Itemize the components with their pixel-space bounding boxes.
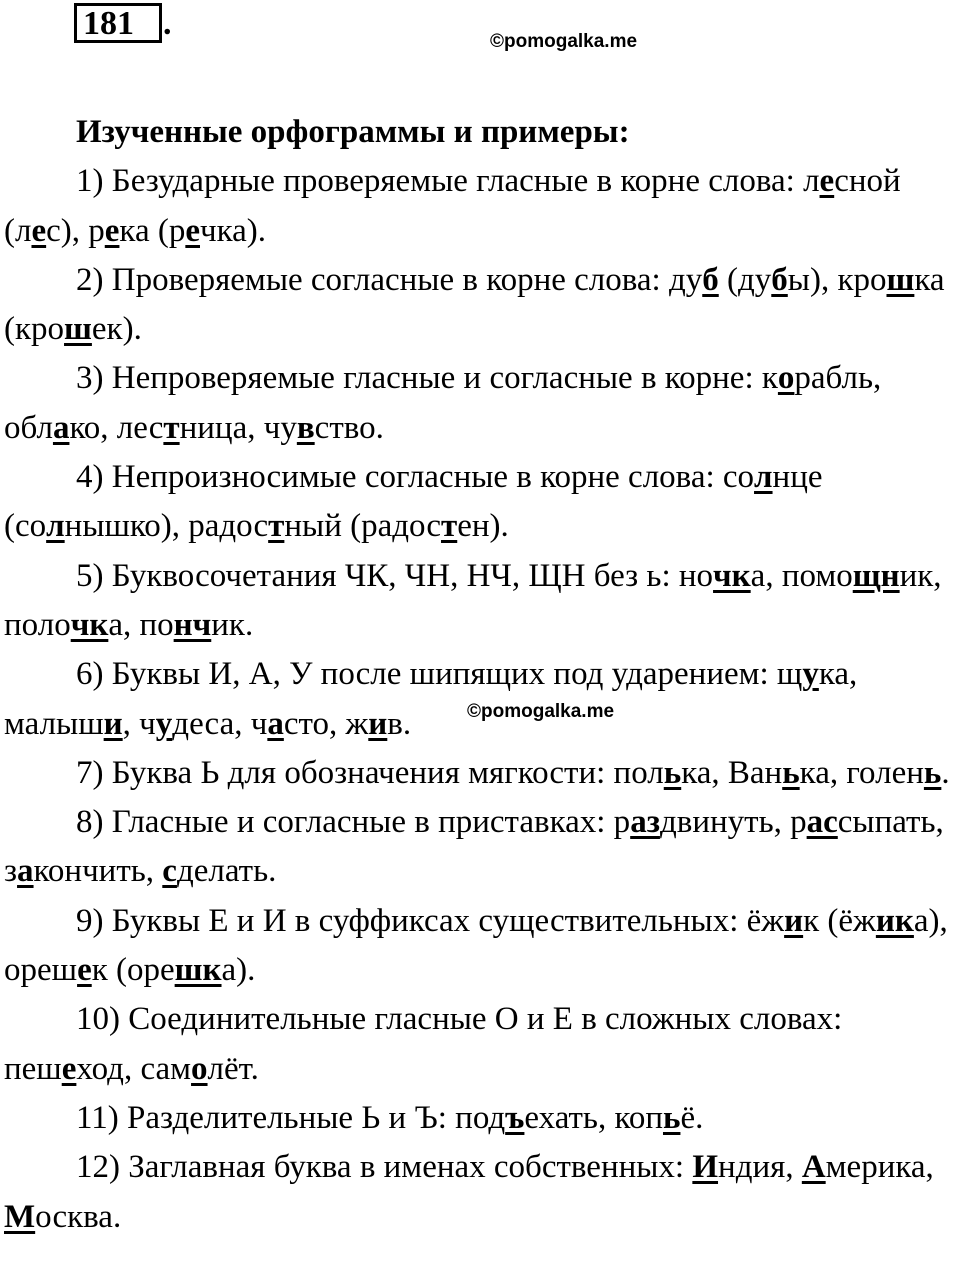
highlighted-orthogram: аз bbox=[630, 804, 660, 841]
rule-item bbox=[4, 1094, 958, 1143]
rule-text: ка, малыш bbox=[4, 656, 858, 742]
rule-item bbox=[4, 453, 958, 552]
highlighted-orthogram: М bbox=[4, 1198, 36, 1235]
rule-item bbox=[4, 650, 958, 749]
rule-text: ка, голен bbox=[799, 754, 924, 791]
highlighted-orthogram: е bbox=[819, 163, 835, 200]
highlighted-orthogram: а bbox=[52, 409, 70, 446]
rules-list bbox=[4, 157, 958, 1242]
highlighted-orthogram: е bbox=[31, 212, 47, 249]
rule-item bbox=[4, 995, 958, 1094]
rule-text: нышко), радос bbox=[64, 508, 269, 545]
highlighted-orthogram: о bbox=[191, 1050, 208, 1087]
rule-text: кончить, bbox=[33, 853, 163, 890]
highlighted-orthogram: ь bbox=[663, 754, 682, 791]
highlighted-orthogram: И bbox=[692, 1149, 719, 1186]
rule-text: рабль, обл bbox=[4, 360, 882, 446]
highlighted-orthogram: ь bbox=[782, 754, 800, 791]
highlighted-orthogram: о bbox=[777, 360, 795, 397]
rule-text: а). bbox=[221, 952, 256, 989]
rule-text: делать. bbox=[176, 853, 277, 890]
highlighted-orthogram: с bbox=[162, 853, 177, 890]
highlighted-orthogram: чк bbox=[70, 606, 109, 643]
rule-text: с), р bbox=[46, 212, 105, 249]
watermark-top: ©pomogalka.me bbox=[490, 31, 638, 52]
highlighted-orthogram: и bbox=[784, 902, 804, 939]
highlighted-orthogram: нч bbox=[173, 606, 212, 643]
highlighted-orthogram: е bbox=[185, 212, 200, 249]
rule-text: чка). bbox=[200, 212, 267, 249]
highlighted-orthogram: шк bbox=[174, 952, 222, 989]
rule-item bbox=[4, 798, 958, 897]
rule-text: нце (со bbox=[4, 459, 823, 545]
rule-text: к (оре bbox=[91, 952, 175, 989]
rule-text: 4) Непроизносимые согласные в корне слова: со bbox=[76, 459, 755, 496]
rule-text: ек). bbox=[91, 311, 142, 348]
highlighted-orthogram: ь bbox=[923, 754, 942, 791]
rule-text: 12) Заглавная буква в именах собственных: bbox=[76, 1149, 693, 1186]
highlighted-orthogram: и bbox=[368, 705, 388, 742]
rule-text: ко, лес bbox=[69, 409, 164, 446]
highlighted-orthogram: л bbox=[754, 459, 773, 496]
rule-text: деса, ч bbox=[172, 705, 268, 742]
rule-text: ен). bbox=[457, 508, 509, 545]
rule-text: 10) Соединительные гласные О и Е в сложных словах: пеш bbox=[4, 1001, 843, 1087]
rule-text: к (ёж bbox=[803, 902, 876, 939]
rule-text: . bbox=[941, 754, 950, 791]
rule-item bbox=[4, 354, 958, 453]
highlighted-orthogram: е bbox=[104, 212, 120, 249]
highlighted-orthogram: ь bbox=[662, 1099, 681, 1136]
rules-heading: Изученные орфограммы и примеры: bbox=[76, 114, 630, 150]
rule-text: 1) Безударные проверяемые гласные в корне слова: л bbox=[76, 163, 820, 200]
rule-text: а, по bbox=[108, 606, 174, 643]
highlighted-orthogram: л bbox=[46, 508, 65, 545]
rule-text: 7) Буква Ь для обозначения мягкости: пол bbox=[76, 754, 664, 791]
rules-content bbox=[4, 108, 958, 1242]
rule-item bbox=[4, 897, 958, 996]
rule-text: мерика, bbox=[825, 1149, 934, 1186]
task-number: 181 bbox=[83, 5, 134, 42]
highlighted-orthogram: е bbox=[61, 1050, 77, 1087]
highlighted-orthogram: в bbox=[296, 409, 315, 446]
rule-text: ка, Ван bbox=[681, 754, 783, 791]
rule-text: 3) Непроверяемые гласные и согласные в корне: к bbox=[76, 360, 778, 397]
rule-text: ндия, bbox=[718, 1149, 802, 1186]
rule-text: в. bbox=[387, 705, 412, 742]
rule-item bbox=[4, 256, 958, 355]
watermark-middle: ©pomogalka.me bbox=[467, 701, 615, 722]
rule-text: (ду bbox=[718, 261, 772, 298]
rule-text: ы), кро bbox=[787, 261, 887, 298]
rule-text: ехать, коп bbox=[524, 1099, 663, 1136]
rule-item bbox=[4, 157, 958, 256]
highlighted-orthogram: ик bbox=[875, 902, 914, 939]
highlighted-orthogram: ш bbox=[886, 261, 915, 298]
rule-text: 11) Разделительные Ь и Ъ: под bbox=[76, 1099, 506, 1136]
highlighted-orthogram: т bbox=[163, 409, 180, 446]
rule-text: двинуть, р bbox=[659, 804, 807, 841]
rule-text: ик. bbox=[211, 606, 254, 643]
task-number-dot: . bbox=[163, 5, 172, 42]
highlighted-orthogram: ас bbox=[806, 804, 838, 841]
rule-text: ка (кро bbox=[4, 261, 945, 348]
rule-text: ный (радос bbox=[284, 508, 442, 545]
highlighted-orthogram: ш bbox=[64, 311, 92, 348]
highlighted-orthogram: щн bbox=[852, 557, 900, 594]
task-number-box bbox=[74, 3, 162, 43]
rule-text: осква. bbox=[35, 1198, 122, 1235]
rule-text: а), ореш bbox=[4, 902, 948, 989]
highlighted-orthogram: е bbox=[77, 952, 92, 989]
rule-text: сто, ж bbox=[283, 705, 369, 742]
rule-text: 9) Буквы Е и И в суффиксах существительных: ёж bbox=[76, 902, 785, 939]
rule-text: , ч bbox=[122, 705, 156, 742]
highlighted-orthogram: а bbox=[17, 853, 34, 890]
highlighted-orthogram: б bbox=[771, 261, 788, 298]
highlighted-orthogram: у bbox=[802, 656, 819, 693]
rule-text: сыпать, з bbox=[4, 804, 944, 890]
highlighted-orthogram: чк bbox=[713, 557, 751, 594]
rule-text: ство. bbox=[314, 409, 384, 446]
rule-text: ка (р bbox=[119, 212, 186, 249]
rule-text: ход, сам bbox=[76, 1050, 192, 1087]
rule-item bbox=[4, 552, 958, 651]
highlighted-orthogram: у bbox=[155, 705, 173, 742]
rule-text: 5) Буквосочетания ЧК, ЧН, НЧ, ЩН без ь: но bbox=[76, 557, 714, 594]
highlighted-orthogram: а bbox=[267, 705, 284, 742]
rule-text: 2) Проверяемые согласные в корне слова: ду bbox=[76, 261, 703, 298]
rule-text: 8) Гласные и согласные в приставках: р bbox=[76, 804, 631, 841]
rule-text: 6) Буквы И, А, У после шипящих под ударением: щ bbox=[76, 656, 803, 693]
rule-text: ница, чу bbox=[179, 409, 297, 446]
highlighted-orthogram: т bbox=[441, 508, 458, 545]
highlighted-orthogram: б bbox=[702, 261, 719, 298]
rule-text: сной (л bbox=[4, 163, 901, 249]
highlighted-orthogram: ъ bbox=[505, 1099, 525, 1136]
highlighted-orthogram: т bbox=[268, 508, 285, 545]
highlighted-orthogram: и bbox=[103, 705, 123, 742]
rule-text: а, помо bbox=[750, 557, 853, 594]
rule-item bbox=[4, 1143, 958, 1242]
rule-text: ик, поло bbox=[4, 557, 942, 643]
rule-text: ё. bbox=[680, 1099, 704, 1136]
rule-text: лёт. bbox=[207, 1050, 259, 1087]
rule-item bbox=[4, 749, 958, 798]
highlighted-orthogram: А bbox=[801, 1149, 826, 1186]
